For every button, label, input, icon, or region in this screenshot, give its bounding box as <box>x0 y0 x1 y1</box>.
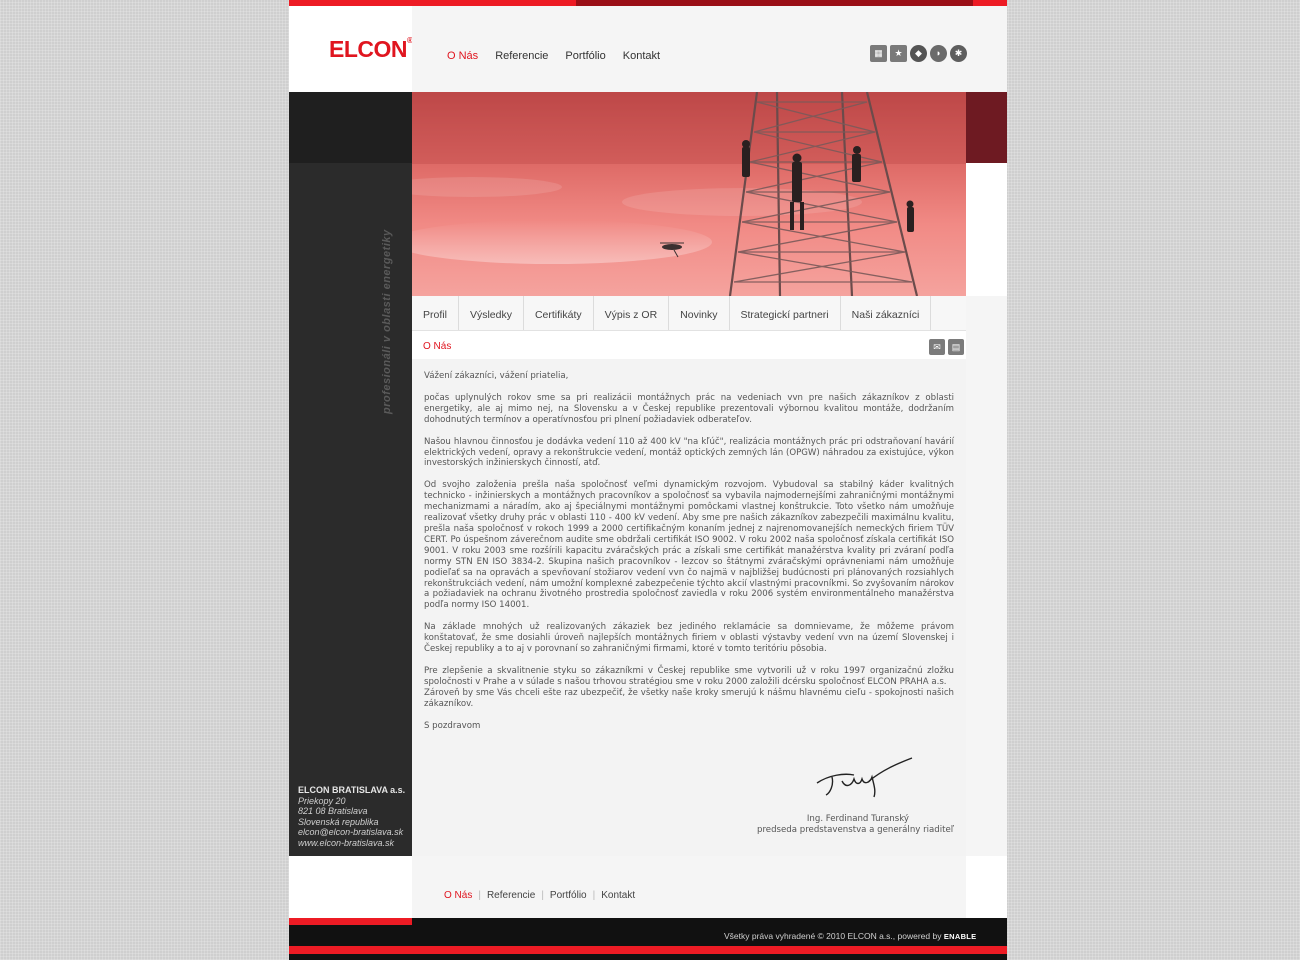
paragraph: Našou hlavnou činnosťou je dodávka vedení 110 až 400 kV "na kľúč", realizácia montážnych prác pri odstraňovaní havárií elektrických vedení, opravy a rekonštrukcie vedení, montáž optických zemných lán (OPGW) náhradou za existujúce, výkon investorských inžinierskych činností, atď. <box>424 436 954 469</box>
logo-text: ELCON <box>329 36 407 62</box>
signer-block <box>689 814 954 836</box>
page <box>289 0 1007 960</box>
address-street: Priekopy 20 <box>298 795 346 806</box>
banner-side-white <box>966 163 1007 296</box>
sk-flag-icon[interactable]: ◆ <box>910 45 927 62</box>
footer-link-referencie[interactable]: Referencie <box>486 890 536 901</box>
cz-flag-icon[interactable]: ◗ <box>930 45 947 62</box>
footer-separator: | <box>478 890 481 901</box>
paragraph: počas uplynulých rokov sme sa pri realizácii montážnych prác na vedeniach vvn pre našich zákazníkov z oblasti energetiky, ale aj mimo nej, na Slovensku a v Českej republike prezentovali výbornou kvalitou montáže, dodržaním dohodnutých termínov a operatívnosťou pri plnení požiadaviek odberateľov. <box>424 392 954 425</box>
footer-link-o-nas[interactable]: O Nás <box>444 890 473 901</box>
email-icon[interactable]: ✉ <box>929 339 945 355</box>
bottom-accent <box>289 946 1007 954</box>
banner-side-accent <box>966 92 1007 163</box>
slogan: profesionáli v oblasti energetiky <box>381 229 393 414</box>
footer-link-portfolio[interactable]: Portfólio <box>549 890 587 901</box>
tab-profil[interactable]: Profil <box>412 296 459 330</box>
content-tools <box>929 339 964 355</box>
footer-separator: | <box>592 890 596 901</box>
signature-image <box>814 755 914 800</box>
hero-banner <box>412 92 966 296</box>
uk-flag-icon[interactable]: ✱ <box>950 45 967 62</box>
sitemap-icon[interactable]: ▦ <box>870 45 887 62</box>
footer-right <box>966 856 1007 918</box>
bottom-accent-left <box>289 918 412 925</box>
address-web[interactable]: www.elcon-bratislava.sk <box>298 837 395 848</box>
footer-separator: | <box>541 890 544 901</box>
content-header <box>412 331 966 359</box>
elcon-logo[interactable] <box>329 36 412 63</box>
enable-logo[interactable]: ENABLE <box>943 932 977 941</box>
signer-name: Ing. Ferdinand Turanský <box>806 814 909 824</box>
paragraph: Od svojho založenia prešla naša spoločnosť veľmi dynamickým rozvojom. Vybudoval sa stabilný káder kvalitných technicko - inžinierskych a montážnych pracovníkov a spoločnosť sa vybavila najmodernejšími zahraničnými montážnymi mechanizmami a náradím, ako aj špeciálnymi montážnymi pomôckami vlastnej konštrukcie. Toto všetko nám umožňuje realizovať všetky druhy prác v oblasti 110 - 400 kV vedení. Aby sme pre našich zákazníkov zabezpečili maximálnu kvalitu, prešla naša spoločnosť v rokoch 1999 a 2000 certifikačným konaním jednej z najrenomovanejších nemeckých firiem TÜV CERT. Po úspešnom záverečnom audite sme obdržali certifikát ISO 9002. V roku 2002 naša spoločnosť získala certifikát ISO 9001. V roku 2003 sme rozšírili kapacitu zváračských prác a získali sme certifikát manažérstva kvality pri zváraní podľa normy STN EN ISO 3834-2. Skupina našich pracovníkov - lezcov so štátnymi zváračskými oprávneniami nám umožňuje podieľať sa na opravách a spevňovaní stožiarov vedení vvn čo najmä v najbližšej budúcnosti pri plánovaných rozsiahlych rekonštrukciách vedení, nám umožní komplexné zabezpečenie týchto akcií vlastnými pracovníkmi. So zvyšovaním nárokov a požiadaviek na ochranu životného prostredia spoločnosť zaviedla v roku 2006 systém environmentálneho manažérstva podľa normy ISO 14001. <box>424 480 954 611</box>
address-city: 821 08 Bratislava <box>298 806 368 816</box>
left-dark-band <box>289 92 412 163</box>
company-address <box>298 785 405 848</box>
print-icon[interactable]: ▤ <box>948 339 964 355</box>
main-nav <box>447 50 660 62</box>
footer-link-kontakt[interactable]: Kontakt <box>601 890 636 901</box>
article-body <box>424 371 954 742</box>
nav-item-referencie[interactable]: Referencie <box>495 50 549 62</box>
copyright-text: Všetky práva vyhradené © 2010 ELCON a.s., powered by <box>724 931 942 941</box>
tab-novinky[interactable]: Novinky <box>669 296 729 330</box>
nav-item-portfolio[interactable]: Portfólio <box>565 50 606 62</box>
nav-item-o-nas[interactable]: O Nás <box>447 50 479 62</box>
signer-title: predseda predstavenstva a generálny riaditeľ <box>757 825 954 835</box>
page-title: O Nás <box>423 341 452 352</box>
star-icon[interactable]: ★ <box>890 45 907 62</box>
tab-certifikaty[interactable]: Certifikáty <box>524 296 594 330</box>
copyright <box>724 931 976 941</box>
tab-nasi-zakaznici[interactable]: Naši zákazníci <box>841 296 932 330</box>
tab-strategicki-partneri[interactable]: Strategickí partneri <box>730 296 841 330</box>
closing: S pozdravom <box>424 720 481 731</box>
paragraph: Pre zlepšenie a skvalitnenie styku so zákazníkmi v Českej republike sme vytvorili už v roku 1997 organizačnú zložku spoločnosti v Prahe a v súlade s našou trhovou stratégiou sme v roku 2000 založili dcérsku spoločnosť ELCON PRAHA a.s. <box>424 665 954 687</box>
paragraph: Zároveň by sme Vás chceli ešte raz ubezpečiť, že všetky naše kroky smerujú k nášmu hlavnému cieľu - spokojnosti našich zákazníkov. <box>424 687 954 709</box>
nav-item-kontakt[interactable]: Kontakt <box>622 50 661 62</box>
greeting: Vážení zákazníci, vážení priatelia, <box>424 371 569 381</box>
tab-vysledky[interactable]: Výsledky <box>459 296 524 330</box>
header-icons <box>870 45 967 62</box>
footer-left <box>289 856 412 918</box>
sub-nav <box>412 296 966 331</box>
footer-nav <box>444 890 635 901</box>
transmission-tower-illustration <box>412 92 966 296</box>
logo-registered-mark: ® <box>407 36 413 45</box>
tab-vypis-z-or[interactable]: Výpis z OR <box>594 296 670 330</box>
address-email[interactable]: elcon@elcon-bratislava.sk <box>298 827 404 837</box>
address-company: ELCON BRATISLAVA a.s. <box>298 785 406 795</box>
address-country: Slovenská republika <box>298 816 379 827</box>
footer-area <box>412 856 966 918</box>
paragraph: Na základe mnohých už realizovaných zákaziek bez jediného reklamácie sa domnievame, že môžeme právom konštatovať, že sme dosiahli úroveň najlepších montážnych firiem v oblasti výstavby vedení vvn na území Slovenskej i Českej republiky a to aj v porovnaní so zahraničnými firmami, ktoré v tomto teritóriu pôsobia. <box>424 622 954 655</box>
